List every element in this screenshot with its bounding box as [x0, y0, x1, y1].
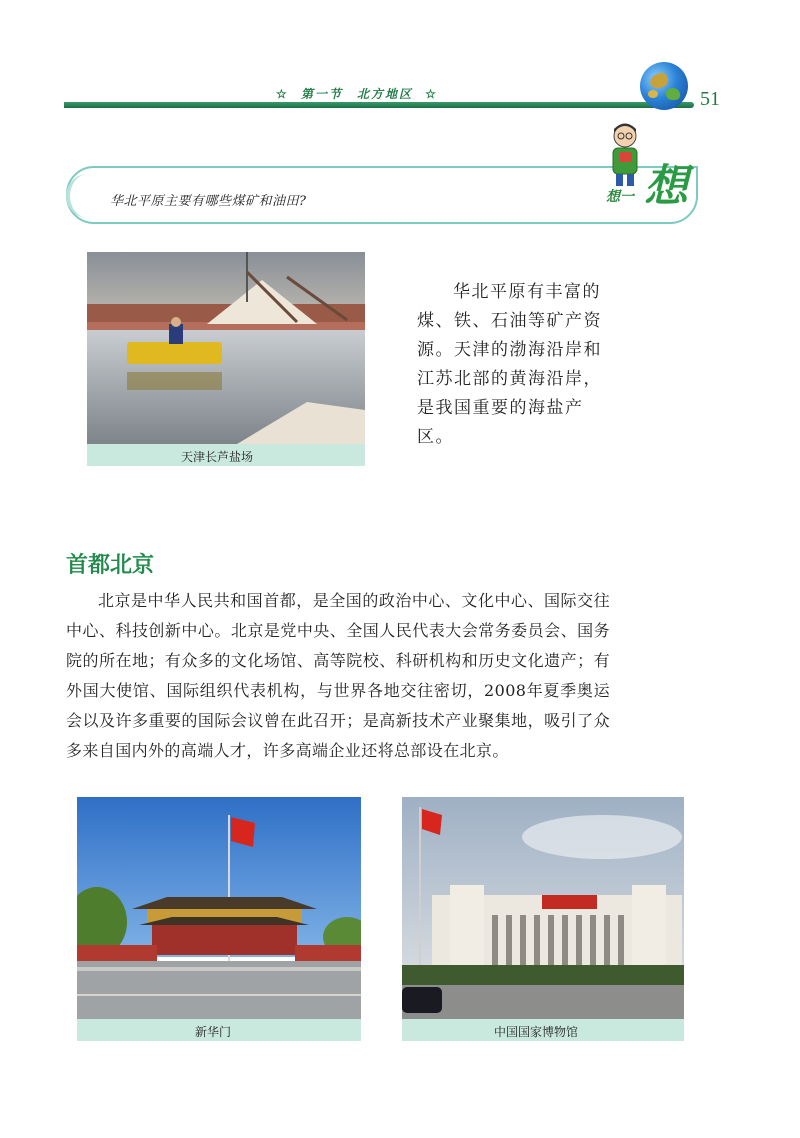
page-number: 51: [700, 88, 720, 110]
think-question: 华北平原主要有哪些煤矿和油田?: [110, 194, 307, 209]
side-paragraph: 华北平原有丰富的煤、铁、石油等矿产资源。天津的渤海沿岸和江苏北部的黄海沿岸，是我国重要的海盐产区。: [417, 282, 602, 447]
globe-icon: [640, 62, 688, 110]
figure-caption: [77, 1019, 361, 1041]
think-label-small: 想一: [606, 189, 634, 205]
caption-text: 新华门: [195, 1025, 232, 1039]
caption-text: 中国国家博物馆: [494, 1025, 579, 1039]
body-paragraph: 北京是中华人民共和国首都，是全国的政治中心、文化中心、国际交往中心、科技创新中心。北京是党中央、全国人民代表大会常务委员会、国务院的所在地；有众多的文化场馆、高等院校、科研机构和历史文化遗产；有外国大使馆、国际组织代表机构，与世界各地交往密切，2008年夏季奥运会以及许多重要的国际会议曾在此召开；是高新技术产业聚集地，吸引了众多来自国内外的高端人才，许多高端企业还将总部设在北京。: [66, 591, 610, 760]
student-mascot-icon: [600, 120, 650, 190]
salt-field-photo: [87, 252, 365, 444]
xinhua-gate-photo: [77, 797, 361, 1019]
caption-text: 天津长芦盐场: [181, 450, 254, 464]
figure-caption: [87, 444, 365, 466]
figure-caption: [402, 1019, 684, 1041]
header-rule: [64, 102, 694, 108]
header-section-title: 第一节 北方地区: [300, 87, 413, 101]
star-icon: ☆: [425, 87, 438, 101]
national-museum-photo: [402, 797, 684, 1019]
think-label-big: 想: [644, 161, 688, 212]
star-icon: ☆: [276, 87, 289, 101]
section-heading: 首都北京: [66, 553, 155, 578]
running-header: [270, 85, 444, 102]
